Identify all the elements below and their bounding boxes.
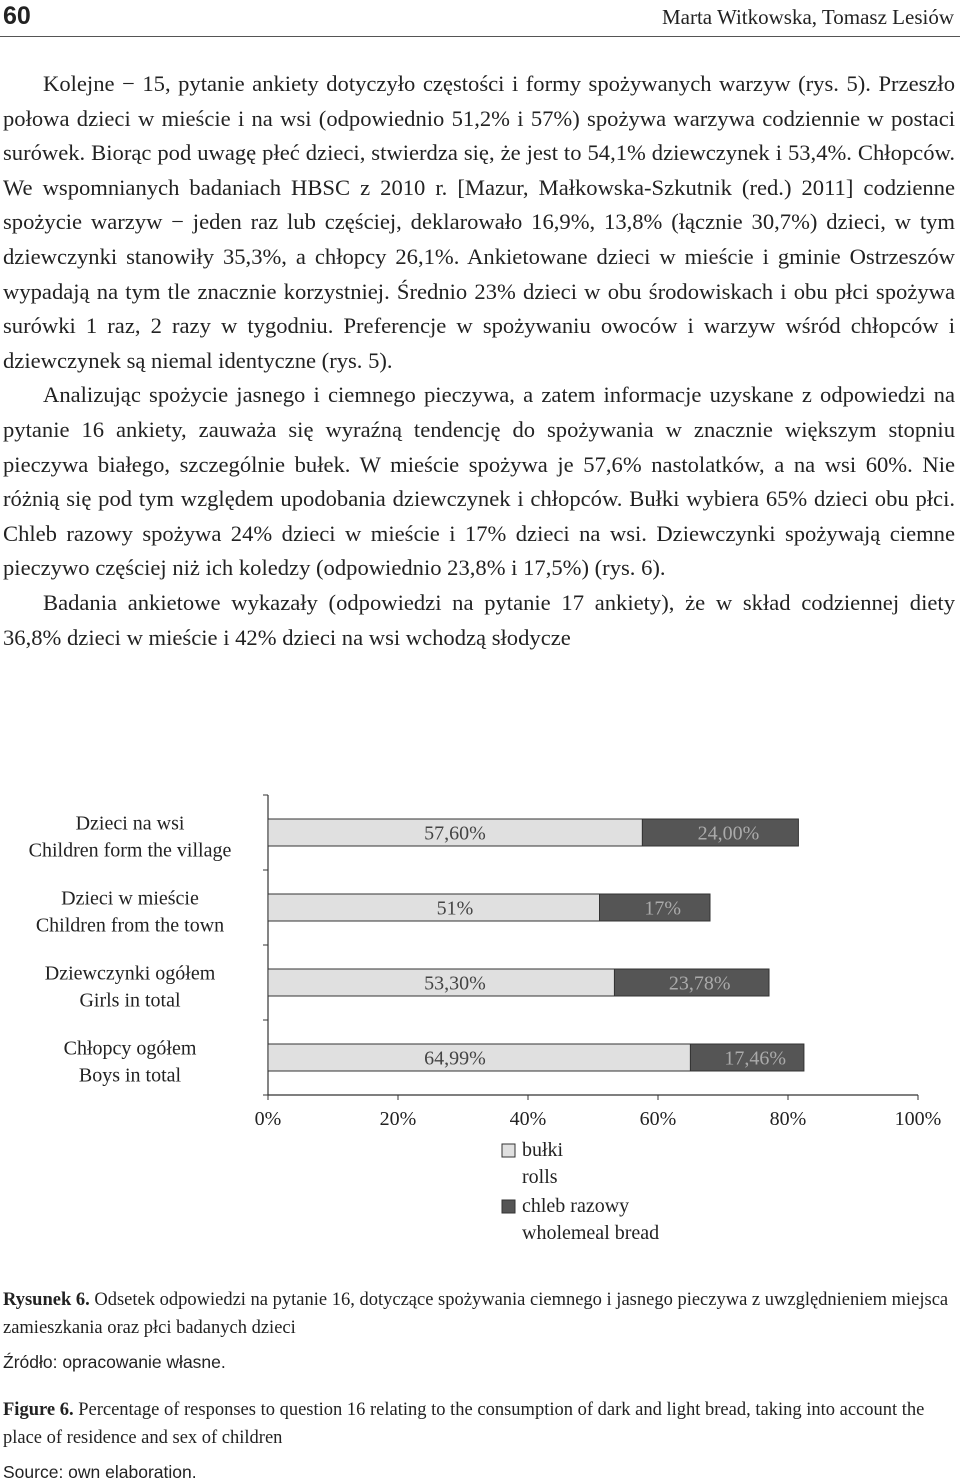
category-label: Dziewczynki ogółem xyxy=(44,962,216,985)
bar-rolls xyxy=(268,894,600,921)
caption-text: Odsetek odpowiedzi na pytanie 16, dotyczące spożywania ciemnego i jasnego pieczywa z uwzględnieniem miejsca zamieszkania oraz płci badanych dzieci xyxy=(3,1290,949,1338)
data-label: 57,60% xyxy=(424,822,486,845)
data-label: 64,99% xyxy=(424,1047,486,1070)
x-tick-label: 20% xyxy=(379,1108,417,1130)
data-label: 23,78% xyxy=(668,972,731,995)
data-label: 17% xyxy=(644,897,682,920)
source-note-en: Source: own elaboration. xyxy=(3,1462,197,1482)
category-label: Boys in total xyxy=(78,1064,182,1087)
legend-label: wholemeal bread xyxy=(522,1222,660,1244)
data-label: 24,00% xyxy=(697,822,760,845)
x-tick-label: 80% xyxy=(769,1108,807,1130)
category-label: Dzieci w mieście xyxy=(61,887,199,910)
running-head-authors: Marta Witkowska, Tomasz Lesiów xyxy=(661,5,954,29)
source-note-pl: Źródło: opracowanie własne. xyxy=(3,1352,226,1372)
data-label: 53,30% xyxy=(424,972,486,995)
paragraph: Badania ankietowe wykazały (odpowiedzi na pytanie 17 ankiety), że w skład codziennej diety 36,8% dzieci w mieście i 42% dzieci na wsi wchodzą słodycze xyxy=(3,589,955,650)
category-label: Dzieci na wsi xyxy=(75,812,185,835)
x-tick-label: 60% xyxy=(639,1108,677,1130)
page-number: 60 xyxy=(3,2,31,30)
paragraph: Analizując spożycie jasnego i ciemnego pieczywa, a zatem informacje uzyskane z odpowiedzi na pytanie 16 ankiety, zauważa się wyraźną tendencję do spożywania w znacznie większym stopniu pieczywa białego, szczególnie bułek. W mieście spożywa je 57,6% nastolatków, a na wsi 60%. Nie różnią się pod tym względem upodobania dziewczynek i chłopców. Bułki wybiera 65% dzieci obu płci. Chleb razowy spożywa 24% dzieci w mieście i 17% dzieci na wsi. Dziewczynki spożywają ciemne pieczywo częściej niż ich koledzy (odpowiednio 23,8% i 17,5%) (rys. 6). xyxy=(3,382,955,581)
caption-label: Figure 6. xyxy=(3,1400,74,1420)
x-tick-label: 40% xyxy=(509,1108,547,1130)
category-label: Girls in total xyxy=(79,989,181,1012)
legend-label: rolls xyxy=(522,1166,558,1188)
page-header xyxy=(0,0,960,37)
x-tick-label: 100% xyxy=(894,1108,942,1130)
category-label: Chłopcy ogółem xyxy=(63,1037,197,1060)
data-label: 51% xyxy=(436,897,474,920)
caption-label: Rysunek 6. xyxy=(3,1290,90,1310)
caption-text: Percentage of responses to question 16 relating to the consumption of dark and light bread, taking into account the place of residence and sex of children xyxy=(3,1400,925,1448)
data-label: 17,46% xyxy=(724,1047,787,1070)
paragraph: Kolejne − 15, pytanie ankiety dotyczyło częstości i formy spożywanych warzyw (rys. 5). Przeszło połowa dzieci w mieście i na wsi (odpowiednio 51,2% i 57%) spożywa warzywa codziennie w postaci surówek. Biorąc pod uwagę płeć dzieci, stwierdza się, że jest to 54,1% dziewczynek i 53,4%. Chłopców. We wspomnianych badaniach HBSC z 2010 r. [Mazur, Małkowska-Szkutnik (red.) 2011] codzienne spożycie warzyw − jeden raz lub częściej, deklarowało 16,9%, 13,8% (łącznie 30,7%) dzieci, w tym dziewczynki stanowiły 35,3%, a chłopcy 26,1%. Ankietowane dzieci w mieście i gminie Ostrzeszów wypadają na tym tle znacznie korzystniej. Średnio 23% dzieci w obu środowiskach i obu płci spożywa surówki 1 raz, 2 razy w tygodniu. Preferencje w spożywaniu owoców i warzyw wśród chłopców i dziewczynek są niemal identyczne (rys. 5). xyxy=(3,71,955,373)
legend-label: bułki xyxy=(522,1139,564,1161)
legend-swatch-wholemeal xyxy=(502,1200,515,1213)
category-label: Children form the village xyxy=(28,839,232,862)
legend-label: chleb razowy xyxy=(522,1195,630,1217)
stacked-bar-chart xyxy=(0,785,960,1255)
body-text xyxy=(3,67,955,655)
category-label: Children from the town xyxy=(35,914,225,937)
figure-caption-en xyxy=(3,1396,955,1452)
figure-caption-pl xyxy=(3,1286,955,1342)
x-tick-label: 0% xyxy=(254,1108,282,1130)
legend-swatch-rolls xyxy=(502,1144,515,1157)
